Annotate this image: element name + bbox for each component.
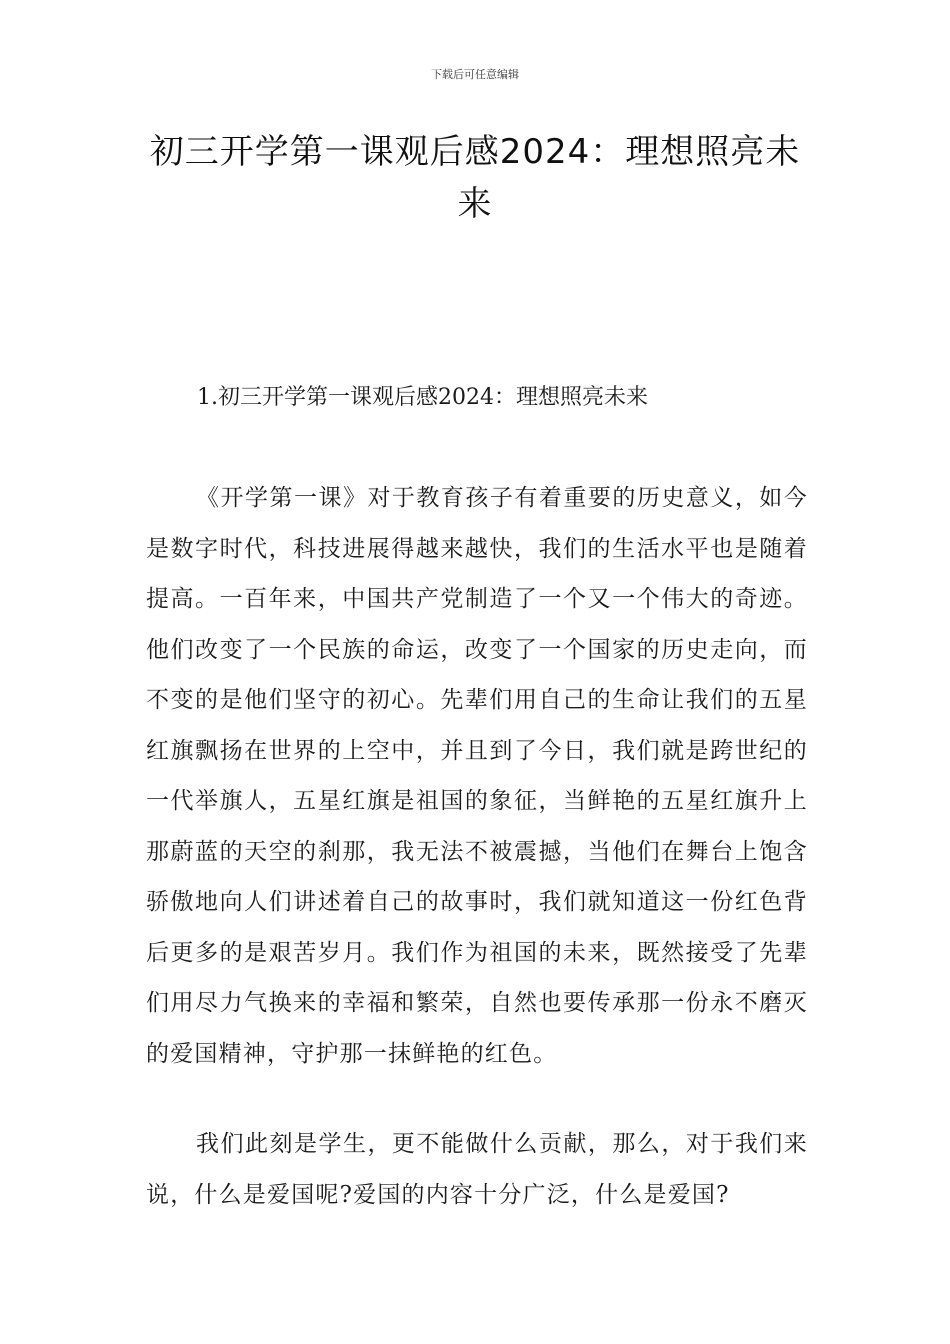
page-header-note: 下载后可任意编辑: [431, 68, 519, 81]
body-paragraph-1: 《开学第一课》对于教育孩子有着重要的历史意义，如今是数字时代，科技进展得越来越快，我们的生活水平也是随着提高。一百年来，中国共产党制造了一个又一个伟大的奇迹。他们改变了一个民族的命运，改变了一个国家的历史走向，而不变的是他们坚守的初心。先辈们用自己的生命让我们的五星红旗飘扬在世界的上空中，并且到了今日，我们就是跨世纪的一代举旗人，五星红旗是祖国的象征，当鲜艳的五星红旗升上那蔚蓝的天空的刹那，我无法不被震撼，当他们在舞台上饱含骄傲地向人们讲述着自己的故事时，我们就知道这一份红色背后更多的是艰苦岁月。我们作为祖国的未来，既然接受了先辈们用尽力气换来的幸福和繁荣，自然也要传承那一份永不磨灭的爱国精神，守护那一抹鲜艳的红色。: [146, 485, 808, 1067]
document-title: 初三开学第一课观后感2024：理想照亮未来: [149, 132, 801, 224]
body-paragraph-2: 我们此刻是学生，更不能做什么贡献，那么，对于我们来说，什么是爱国呢?爱国的内容十分广泛，什么是爱国?: [146, 1131, 808, 1208]
section-heading: 1.初三开学第一课观后感2024：理想照亮未来: [197, 385, 648, 410]
